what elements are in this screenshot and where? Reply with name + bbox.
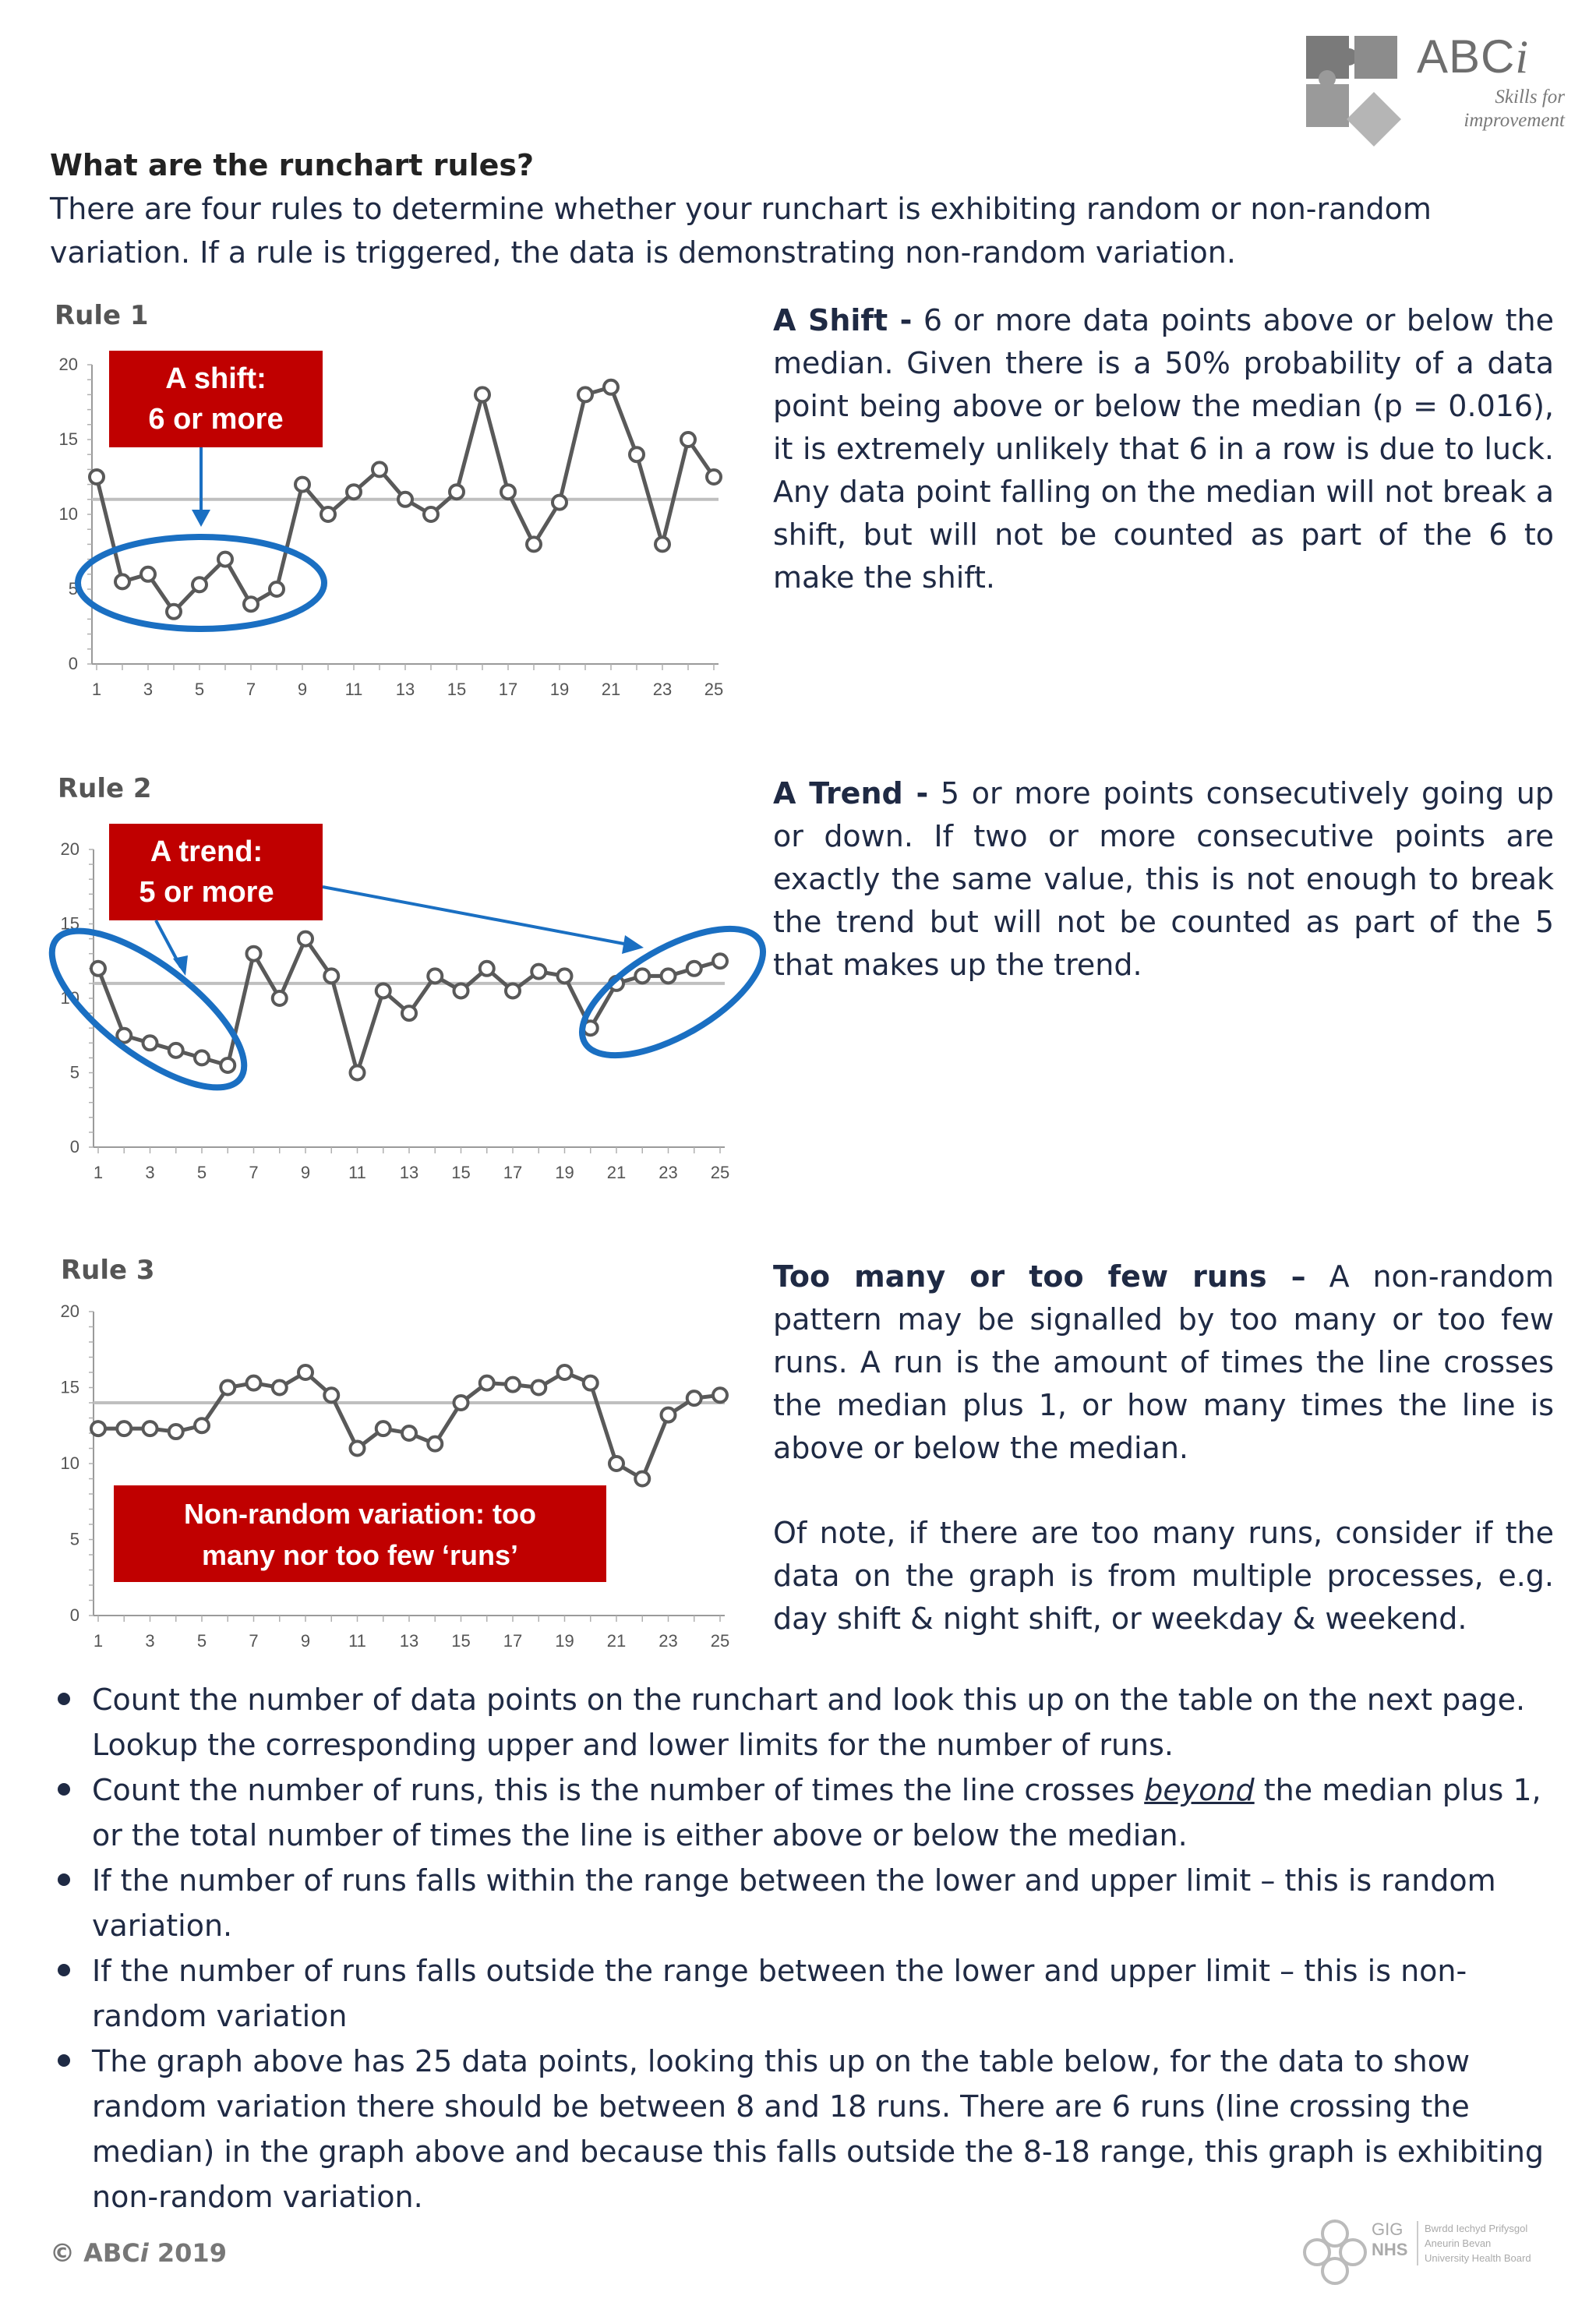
data-point bbox=[270, 582, 284, 596]
data-point bbox=[662, 1408, 676, 1422]
rule3-text: A non-random pattern may be signalled by too many or too few runs. A run is the amount of times the line crosses the median plus 1, or how many times the line is above or below the median. bbox=[773, 1259, 1554, 1465]
x-tick-label: 25 bbox=[704, 680, 724, 699]
shift-callout-line1: A shift: bbox=[165, 362, 267, 395]
list-item: Count the number of data points on the runchart and look this up on the table on the next page. Lookup the corresponding upper and lower limits for the number of runs. bbox=[50, 1677, 1562, 1767]
data-point bbox=[402, 1006, 416, 1020]
data-point bbox=[218, 553, 232, 567]
x-tick-label: 1 bbox=[93, 1631, 104, 1651]
rule1-title: Rule 1 bbox=[55, 300, 149, 331]
instructions-list bbox=[50, 1677, 1562, 2219]
data-point bbox=[506, 1378, 520, 1392]
data-point bbox=[351, 1442, 365, 1456]
data-point bbox=[713, 954, 727, 968]
list-item: If the number of runs falls within the range between the lower and upper limit – this is random variation. bbox=[50, 1858, 1562, 1948]
x-tick-label: 19 bbox=[555, 1631, 574, 1651]
data-point bbox=[195, 1051, 209, 1065]
y-tick-label: 15 bbox=[60, 1377, 79, 1397]
x-tick-label: 19 bbox=[549, 680, 570, 699]
data-point bbox=[553, 496, 567, 510]
x-tick-label: 5 bbox=[196, 1631, 207, 1651]
rule1-description bbox=[773, 299, 1554, 599]
x-tick-label: 5 bbox=[196, 1163, 207, 1182]
data-point bbox=[324, 1388, 338, 1402]
logo-name: ABCi bbox=[1417, 30, 1530, 83]
x-tick-label: 21 bbox=[606, 1631, 627, 1651]
rule2-chart bbox=[31, 810, 779, 1200]
runs-callout-line2: many nor too few ‘runs’ bbox=[201, 1539, 519, 1571]
data-point bbox=[273, 1381, 287, 1395]
x-tick-label: 21 bbox=[601, 680, 621, 699]
x-tick-label: 9 bbox=[300, 1163, 311, 1182]
x-tick-label: 7 bbox=[249, 1631, 259, 1651]
data-point bbox=[321, 507, 335, 521]
rule2-description bbox=[773, 772, 1554, 987]
data-point bbox=[324, 969, 338, 983]
shift-arrow-head bbox=[192, 510, 210, 527]
data-point bbox=[662, 969, 676, 983]
data-point bbox=[609, 1457, 623, 1471]
rule1-lead: A Shift - bbox=[773, 303, 913, 337]
x-tick-label: 1 bbox=[91, 680, 102, 699]
data-point bbox=[351, 1066, 365, 1080]
data-point bbox=[91, 962, 105, 976]
data-point bbox=[167, 605, 181, 619]
bullet-icon bbox=[58, 2054, 70, 2067]
list-item: Count the number of runs, this is the number of times the line crosses beyond the median plus 1, or the total number of times the line is either above or below the median. bbox=[50, 1767, 1562, 1858]
data-point bbox=[143, 1036, 157, 1050]
list-item: If the number of runs falls outside the range between the lower and upper limit – this is non-random variation bbox=[50, 1948, 1562, 2039]
y-tick-label: 5 bbox=[69, 1529, 79, 1549]
data-point bbox=[475, 387, 489, 401]
list-item: The graph above has 25 data points, looking this up on the table below, for the data to show random variation there should be between 8 and 18 runs. There are 6 runs (line crossing the median) in the graph above and because this falls outside the 8-18 range, this graph is exhibiting non-random variation. bbox=[50, 2039, 1562, 2219]
intro-text: There are four rules to determine whether your runchart is exhibiting random or non-random variation. If a rule is triggered, the data is demonstrating non-random variation. bbox=[50, 192, 1432, 270]
y-tick-label: 15 bbox=[58, 429, 78, 449]
rule1-text: 6 or more data points above or below the median. Given there is a 50% probability of a data point being above or below the median (p = 0.016), it is extremely unlikely that 6 in a row is due to luck. Any data point falling on the median will not break a shift, but will not be counted as part of the 6 to make the shift. bbox=[773, 303, 1554, 595]
bullet-icon bbox=[58, 1873, 70, 1886]
data-point bbox=[531, 1381, 546, 1395]
gig-label: GIG bbox=[1372, 2219, 1404, 2239]
data-point bbox=[428, 1437, 442, 1451]
data-point bbox=[295, 478, 309, 492]
y-tick-label: 20 bbox=[60, 839, 79, 859]
rule3-title: Rule 3 bbox=[61, 1255, 155, 1286]
data-point bbox=[578, 387, 592, 401]
x-tick-label: 3 bbox=[143, 680, 154, 699]
data-point bbox=[373, 462, 387, 476]
y-tick-label: 10 bbox=[58, 504, 78, 524]
x-tick-label: 9 bbox=[297, 680, 308, 699]
rule1-chart bbox=[31, 335, 733, 709]
data-point bbox=[221, 1058, 235, 1072]
data-point bbox=[192, 577, 207, 592]
data-point bbox=[298, 1365, 312, 1379]
data-point bbox=[141, 567, 155, 581]
x-tick-label: 21 bbox=[606, 1163, 627, 1182]
data-point bbox=[480, 962, 494, 976]
trend-arrow-right-head bbox=[622, 935, 644, 954]
x-tick-label: 7 bbox=[245, 680, 256, 699]
x-tick-label: 15 bbox=[451, 1631, 471, 1651]
page-title: What are the runchart rules? bbox=[50, 148, 535, 182]
x-tick-label: 15 bbox=[451, 1163, 471, 1182]
x-tick-label: 23 bbox=[652, 680, 673, 699]
data-point bbox=[687, 962, 701, 976]
x-tick-label: 5 bbox=[194, 680, 205, 699]
trend-callout-line1: A trend: bbox=[150, 835, 263, 868]
y-tick-label: 5 bbox=[68, 579, 78, 599]
rule3-chart bbox=[31, 1286, 779, 1660]
bullet-icon bbox=[58, 1783, 70, 1796]
y-tick-label: 20 bbox=[58, 355, 78, 374]
data-point bbox=[687, 1391, 701, 1405]
data-point bbox=[531, 965, 546, 979]
data-point bbox=[376, 1421, 390, 1436]
data-point bbox=[713, 1388, 727, 1402]
x-tick-label: 17 bbox=[498, 680, 518, 699]
shift-callout-line2: 6 or more bbox=[148, 403, 284, 436]
data-point bbox=[681, 433, 695, 447]
trend-arrow-right bbox=[323, 887, 628, 945]
y-tick-label: 20 bbox=[60, 1301, 79, 1321]
bullet-icon bbox=[58, 1693, 70, 1705]
data-point bbox=[424, 507, 438, 521]
data-point bbox=[376, 983, 390, 998]
data-point bbox=[273, 991, 287, 1005]
data-point bbox=[501, 485, 515, 499]
rule2-text: 5 or more points consecutively going up or down. If two or more consecutive points are exactly the same value, this is not enough to break the trend but will not be counted as part of the 5 that makes up the trend. bbox=[773, 776, 1554, 982]
data-point bbox=[480, 1376, 494, 1390]
trend-highlight-ellipse-left bbox=[31, 904, 267, 1115]
x-tick-label: 25 bbox=[710, 1163, 730, 1182]
logo-tagline: Skills for improvement bbox=[1464, 87, 1565, 131]
data-point bbox=[454, 983, 468, 998]
x-tick-label: 15 bbox=[447, 680, 467, 699]
board-line3: University Health Board bbox=[1425, 2252, 1531, 2264]
y-tick-label: 15 bbox=[60, 913, 79, 934]
celtic-knot-icon bbox=[1300, 2212, 1370, 2290]
data-point bbox=[169, 1425, 183, 1439]
data-point bbox=[402, 1426, 416, 1440]
data-point bbox=[428, 969, 442, 983]
x-tick-label: 13 bbox=[399, 1631, 419, 1651]
data-point bbox=[247, 1376, 261, 1390]
rule3-lead: Too many or too few runs – bbox=[773, 1259, 1306, 1294]
data-point bbox=[117, 1421, 131, 1436]
x-tick-label: 13 bbox=[399, 1163, 419, 1182]
runs-callout-line1: Non-random variation: too bbox=[184, 1498, 536, 1530]
data-point bbox=[707, 470, 721, 484]
rule3-description bbox=[773, 1255, 1554, 1470]
x-tick-label: 3 bbox=[145, 1631, 155, 1651]
data-point bbox=[247, 947, 261, 961]
rule3-note: Of note, if there are too many runs, consider if the data on the graph is from multiple processes, e.g. day shift & night shift, or weekday & weekend. bbox=[773, 1516, 1554, 1636]
x-tick-label: 7 bbox=[249, 1163, 259, 1182]
rule2-title: Rule 2 bbox=[58, 773, 152, 804]
data-point bbox=[221, 1381, 235, 1395]
data-point bbox=[298, 932, 312, 946]
x-tick-label: 25 bbox=[710, 1631, 730, 1651]
copyright: © ABCi 2019 bbox=[50, 2238, 227, 2268]
data-point bbox=[115, 574, 129, 588]
x-tick-label: 17 bbox=[503, 1163, 523, 1182]
y-tick-label: 0 bbox=[68, 654, 78, 673]
x-tick-label: 3 bbox=[145, 1163, 155, 1182]
x-tick-label: 23 bbox=[659, 1631, 678, 1651]
data-point bbox=[90, 470, 104, 484]
y-tick-label: 10 bbox=[60, 988, 79, 1008]
data-point bbox=[527, 537, 541, 551]
nhs-label: NHS bbox=[1372, 2240, 1408, 2259]
data-point bbox=[195, 1418, 209, 1432]
data-point bbox=[454, 1396, 468, 1410]
board-line1: Bwrdd Iechyd Prifysgol bbox=[1425, 2223, 1528, 2234]
chart-axes bbox=[61, 1301, 730, 1651]
x-tick-label: 17 bbox=[503, 1631, 523, 1651]
data-point bbox=[450, 485, 464, 499]
x-tick-label: 11 bbox=[348, 1163, 366, 1182]
trend-highlight-ellipse-right bbox=[563, 904, 779, 1081]
x-tick-label: 23 bbox=[659, 1163, 678, 1182]
y-tick-label: 0 bbox=[69, 1137, 79, 1157]
data-point bbox=[630, 447, 644, 461]
puzzle-icon bbox=[1300, 30, 1409, 154]
y-tick-label: 0 bbox=[69, 1605, 79, 1625]
data-point bbox=[604, 380, 618, 394]
data-point bbox=[558, 969, 572, 983]
data-point bbox=[584, 1376, 598, 1390]
x-tick-label: 19 bbox=[555, 1163, 574, 1182]
data-point bbox=[635, 969, 649, 983]
x-tick-label: 9 bbox=[300, 1631, 311, 1651]
data-point bbox=[347, 485, 361, 499]
y-tick-label: 5 bbox=[69, 1062, 79, 1082]
data-point bbox=[169, 1044, 183, 1058]
data-point bbox=[635, 1472, 649, 1486]
data-point bbox=[506, 983, 520, 998]
data-point bbox=[244, 597, 258, 611]
data-point bbox=[655, 537, 669, 551]
x-tick-label: 11 bbox=[344, 680, 363, 699]
x-tick-label: 13 bbox=[395, 680, 415, 699]
data-point bbox=[143, 1421, 157, 1436]
abci-logo bbox=[1300, 30, 1565, 154]
nhs-logo bbox=[1300, 2212, 1565, 2290]
data-point bbox=[398, 493, 412, 507]
board-line2: Aneurin Bevan bbox=[1425, 2237, 1492, 2249]
data-point bbox=[558, 1365, 572, 1379]
data-point bbox=[91, 1421, 105, 1436]
rule2-lead: A Trend - bbox=[773, 776, 929, 810]
bullet-icon bbox=[58, 1964, 70, 1976]
x-tick-label: 1 bbox=[93, 1163, 104, 1182]
x-tick-label: 11 bbox=[348, 1631, 366, 1651]
trend-callout-line2: 5 or more bbox=[139, 876, 274, 909]
y-tick-label: 10 bbox=[60, 1453, 79, 1473]
